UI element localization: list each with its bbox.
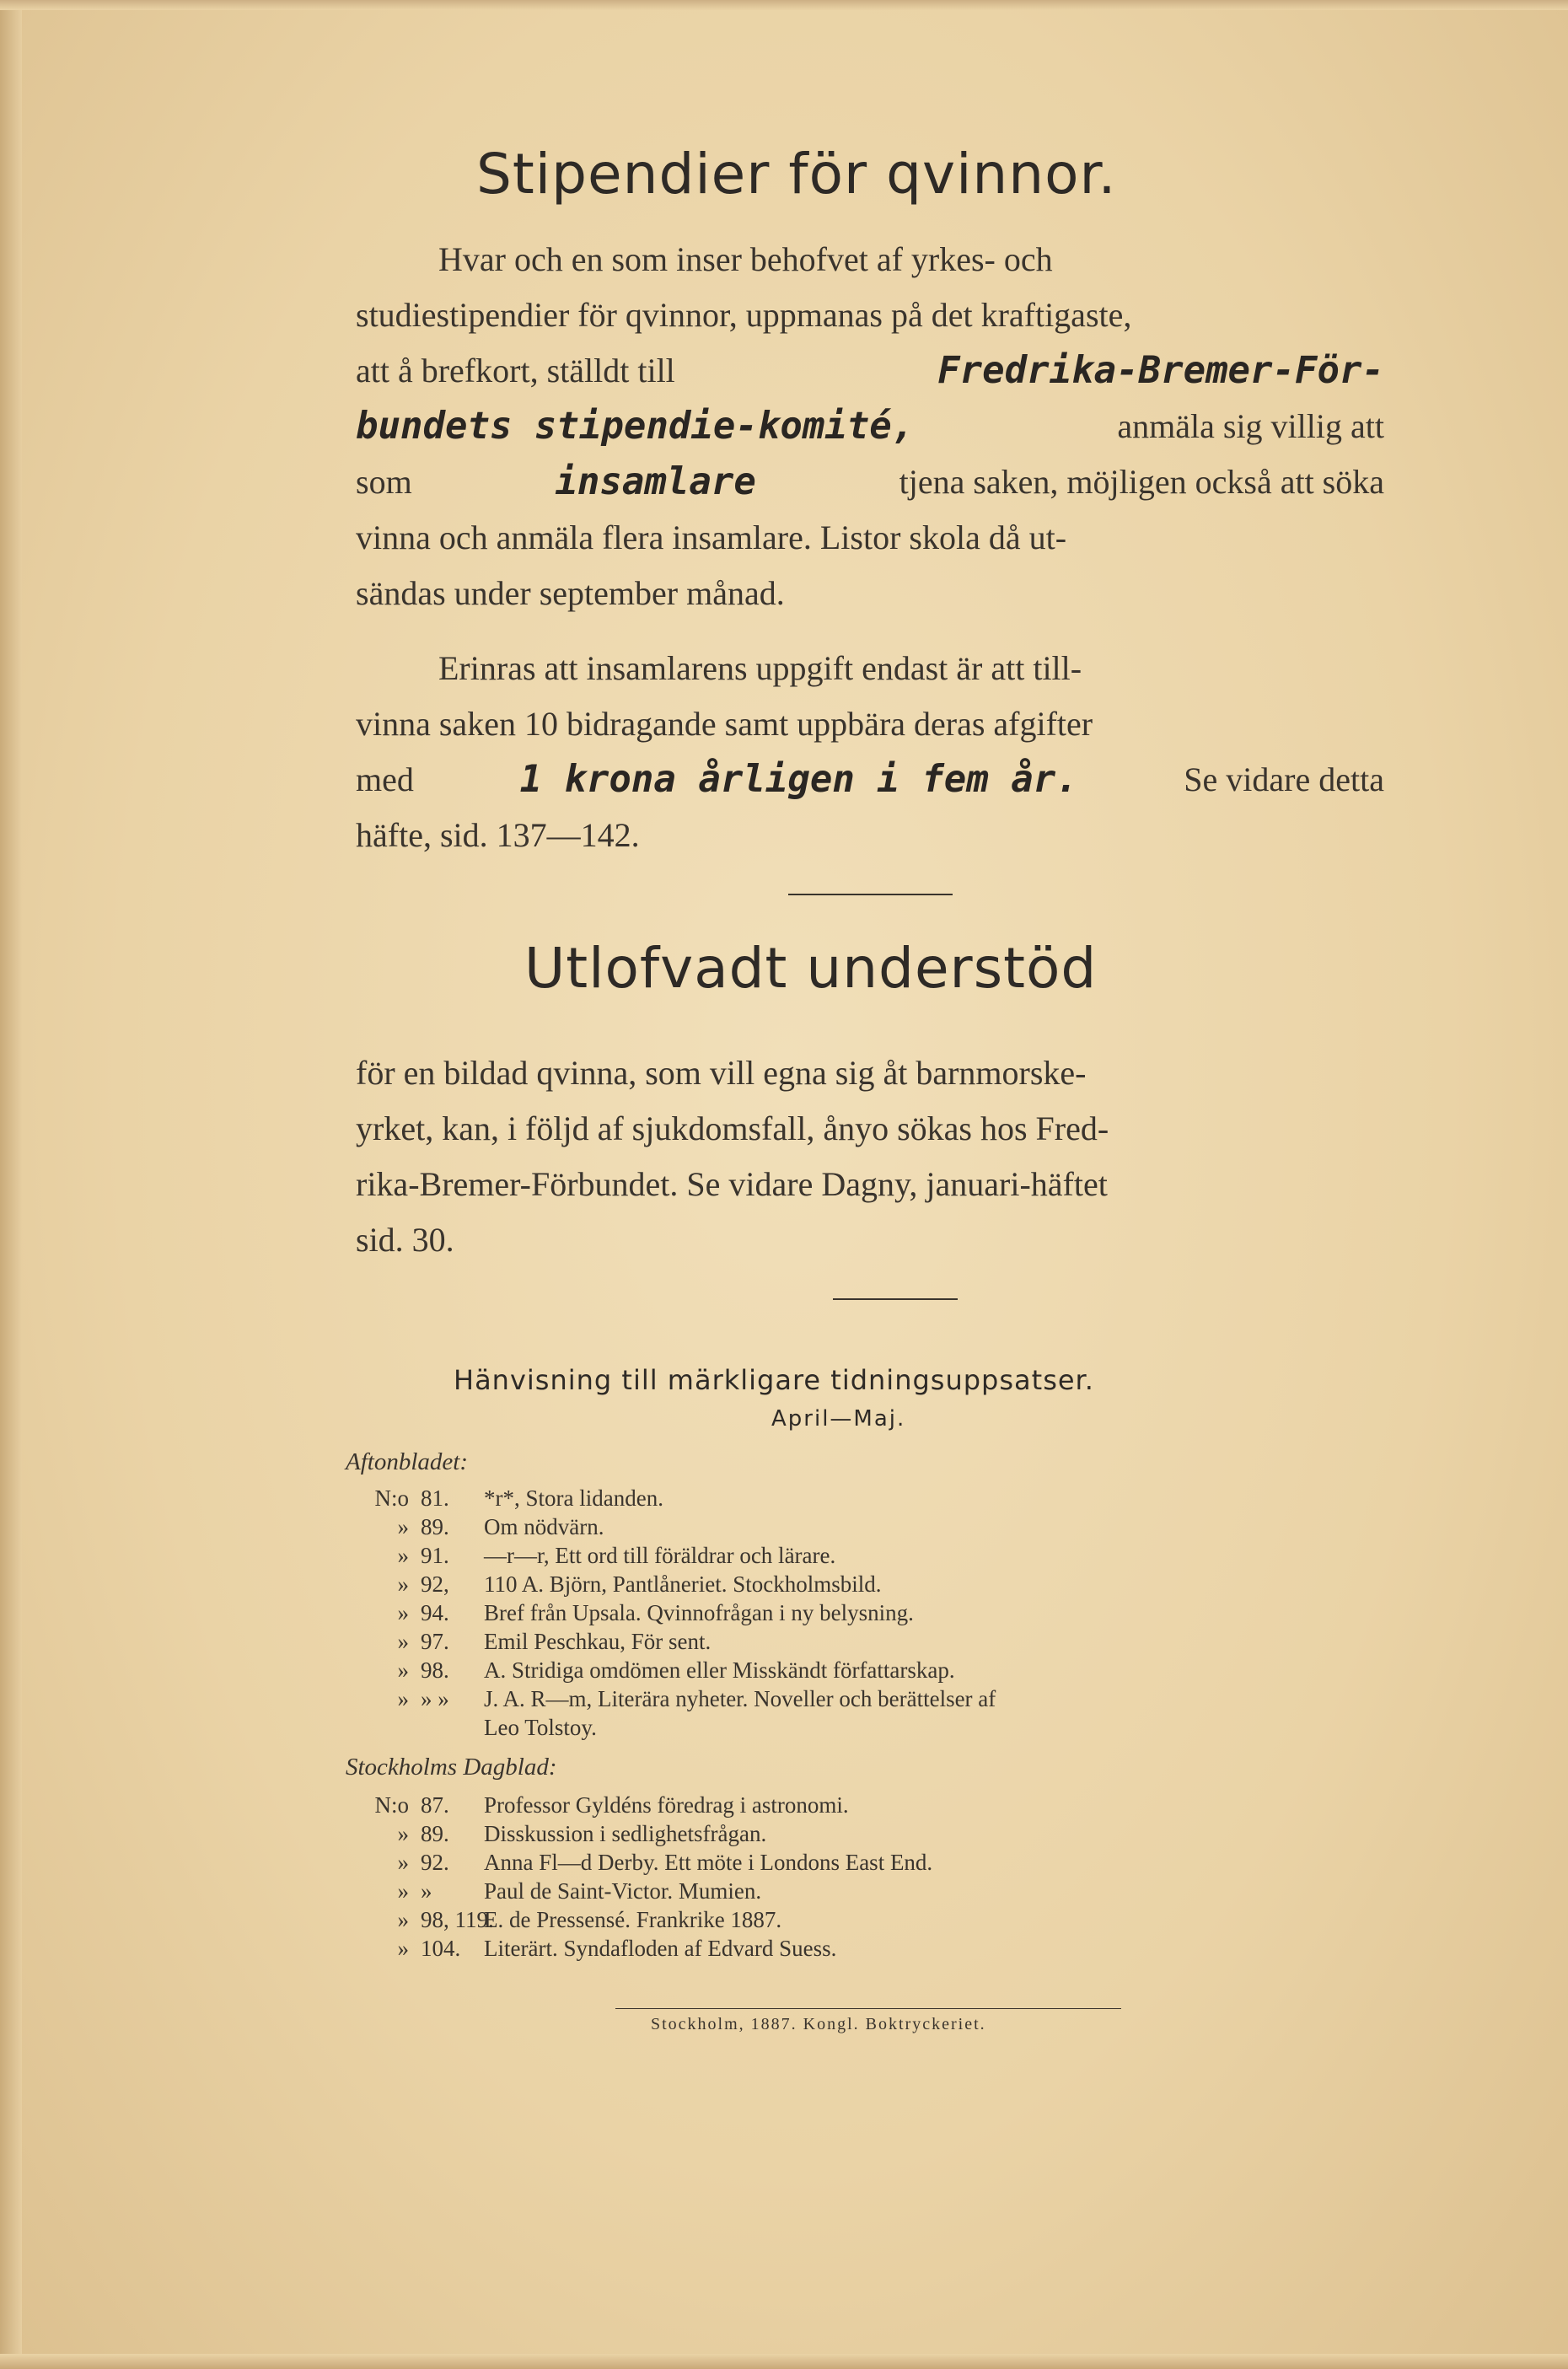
imprint-rule: [615, 2008, 1121, 2009]
krona-emphasis: 1 krona årligen i fem år.: [519, 758, 1078, 801]
list-item: » 89. Disskussion i sedlighetsfrågan.: [397, 1821, 767, 1846]
section1-title: Stipendier för qvinnor.: [476, 142, 1117, 207]
list-item: » 91. —r—r, Ett ord till föräldrar och lärare.: [397, 1543, 836, 1568]
s2-line2: yrket, kan, i följd af sjukdomsfall, ånyo sökas hos Fred-: [356, 1109, 1109, 1147]
list-item: » 92, 110 A. Björn, Pantlåneriet. Stockholmsbild.: [397, 1571, 882, 1597]
s1-p1-line4-text: anmäla sig villig att: [1117, 407, 1384, 445]
s2-line4: sid. 30.: [356, 1221, 454, 1259]
section2-title: Utlofvadt understöd: [524, 936, 1098, 1001]
fredrika-bremer-forbund-name: Fredrika-Bremer-För-: [937, 349, 1384, 392]
list-item: » 98. A. Stridiga omdömen eller Misskändt författarskap.: [397, 1657, 955, 1683]
s1-p2-line1: Erinras att insamlarens uppgift endast är att till-: [438, 649, 1082, 687]
s1-p1-line5: [356, 454, 1384, 510]
aftonbladet-entries: [346, 1484, 1416, 1742]
s1-p2-line3: [356, 752, 1384, 808]
s1-p1-line7: sändas under september månad.: [356, 574, 785, 612]
list-item: » » Paul de Saint-Victor. Mumien.: [397, 1878, 762, 1904]
s1-p1-line4: [356, 399, 1384, 454]
list-item: » 94. Bref från Upsala. Qvinnofrågan i ny belysning.: [397, 1600, 914, 1625]
paper-name-aftonbladet: Aftonbladet:: [346, 1448, 468, 1475]
s1-p1-line2: studiestipendier för qvinnor, uppmanas på det kraftigaste,: [356, 296, 1132, 334]
stockholms-dagblad-entries: [346, 1791, 1416, 1963]
paper-top-edge: [0, 0, 1568, 10]
s1-p1-line5-text-a: som: [356, 463, 412, 501]
divider-rule-1: [788, 894, 953, 895]
divider-rule-2: [833, 1298, 958, 1300]
s1-p2-line4: häfte, sid. 137—142.: [356, 816, 640, 854]
list-item: » » » J. A. R—m, Literära nyheter. Noveller och berättelser af: [397, 1686, 996, 1711]
s1-p1-line5-text-c: tjena saken, möjligen också att söka: [899, 463, 1384, 501]
printer-imprint: Stockholm, 1887. Kongl. Boktryckeriet.: [651, 2015, 986, 2033]
section1-paragraph1: [356, 232, 1384, 621]
list-item: N:o 87. Professor Gyldéns föredrag i astronomi.: [374, 1792, 849, 1818]
list-item: N:o 81. *r*, Stora lidanden.: [374, 1485, 663, 1511]
list-item: Leo Tolstoy.: [484, 1715, 597, 1740]
s1-p2-line2: vinna saken 10 bidragande samt uppbära deras afgifter: [356, 705, 1093, 743]
paper-name-stockholms-dagblad: Stockholms Dagblad:: [346, 1754, 557, 1781]
list-item: » 98, 119. E. de Pressensé. Frankrike 1887.: [397, 1907, 782, 1932]
list-item: » 104. Literärt. Syndafloden af Edvard Suess.: [397, 1936, 837, 1961]
s1-p1-line6: vinna och anmäla flera insamlare. Listor skola då ut-: [356, 518, 1067, 556]
s1-p1-line1: Hvar och en som inser behofvet af yrkes- och: [438, 240, 1053, 278]
list-item: » 92. Anna Fl—d Derby. Ett möte i Londons East End.: [397, 1850, 933, 1875]
insamlare-emphasis: insamlare: [555, 460, 756, 503]
s1-p1-line3-text: att å brefkort, ställdt till: [356, 352, 675, 389]
s1-p1-line3: [356, 343, 1384, 399]
section3-title: Hänvisning till märkligare tidningsuppsatser.: [454, 1364, 1094, 1396]
paper-left-edge: [0, 0, 22, 2369]
section1-paragraph2: [356, 641, 1384, 863]
s1-p2-line3-text-a: med: [356, 760, 414, 798]
list-item: » 97. Emil Peschkau, För sent.: [397, 1629, 712, 1654]
paper-bottom-edge: [0, 2354, 1568, 2369]
section3-subtitle: April—Maj.: [771, 1406, 906, 1432]
section2-paragraph: [356, 1045, 1384, 1268]
s2-line3: rika-Bremer-Förbundet. Se vidare Dagny, januari-häftet: [356, 1165, 1108, 1203]
s2-line1: för en bildad qvinna, som vill egna sig åt barnmorske-: [356, 1054, 1087, 1092]
stipendie-komite-name: bundets stipendie-komité,: [356, 405, 915, 448]
list-item: » 89. Om nödvärn.: [397, 1514, 604, 1539]
s1-p2-line3-text-c: Se vidare detta: [1184, 760, 1384, 798]
